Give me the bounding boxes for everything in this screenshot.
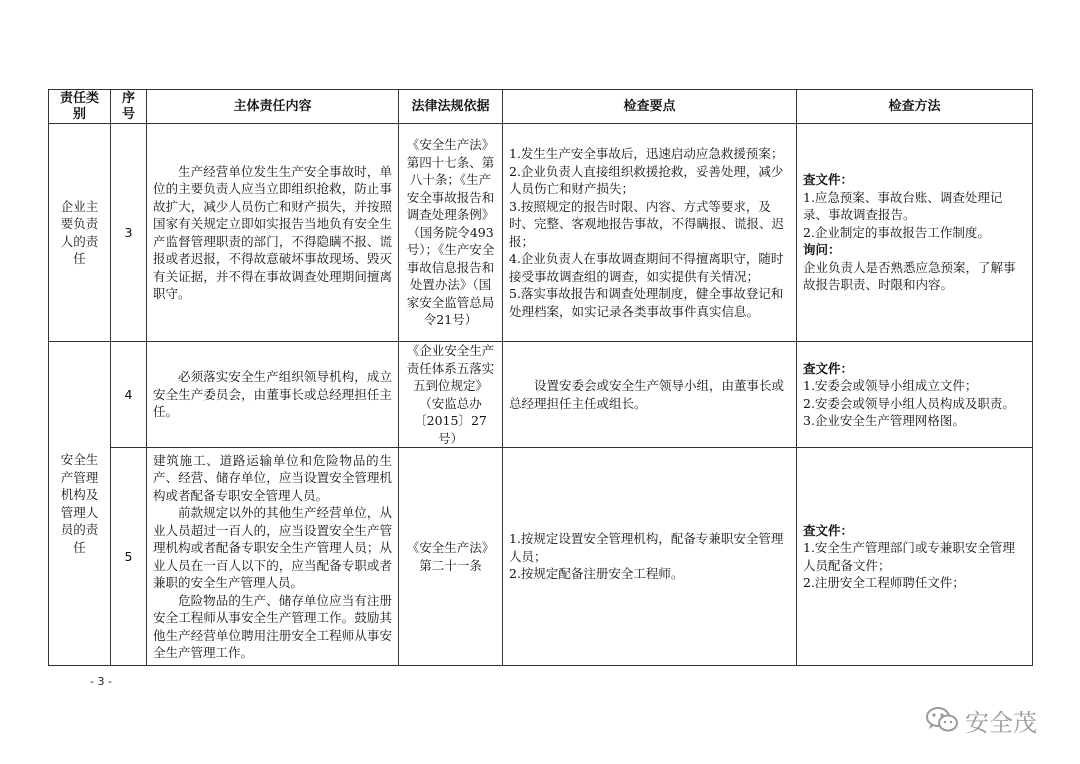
table-row: [49, 124, 1033, 342]
method-item: 1.应急预案、事故台账、调查处理记录、事故调查报告。: [803, 189, 1003, 223]
content-paragraph: 必须落实安全生产组织领导机构，成立安全生产委员会，由董事长或总经理担任主任。: [153, 369, 392, 420]
content-paragraph: 危险物品的生产、储存单位应当有注册安全工程师从事安全生产管理工作。鼓励其他生产经营单位聘用注册安全工程师从事安全生产管理工作。: [153, 592, 392, 660]
category-cell: 企业主要负责人的责任: [49, 124, 111, 342]
header-law: 法律法规依据: [399, 90, 503, 124]
responsibility-table: [48, 89, 1033, 666]
method-item: 1.安委会或领导小组成立文件；: [803, 378, 978, 393]
content-cell: [147, 448, 399, 666]
methods-cell: [797, 448, 1033, 666]
point-item: 2.企业负责人直接组织救援抢救，妥善处理，减少人员伤亡和财产损失；: [509, 163, 784, 196]
content-cell: [147, 342, 399, 448]
points-cell: [503, 124, 797, 342]
number-cell: 3: [111, 124, 147, 342]
wechat-icon: [925, 706, 959, 734]
method-item: 企业负责人是否熟悉应急预案，了解事故报告职责、时限和内容。: [803, 259, 1016, 293]
methods-cell: [797, 342, 1033, 448]
point-item: 设置安委会或安全生产领导小组，由董事长或总经理担任主任或组长。: [509, 378, 785, 411]
header-points: 检查要点: [503, 90, 797, 124]
point-item: 1.发生生产安全事故后，迅速启动应急救援预案；: [509, 146, 784, 161]
content-paragraph: 建筑施工、道路运输单位和危险物品的生产、经营、储存单位，应当设置安全管理机构或者配备专职安全管理人员。: [153, 452, 392, 503]
method-label: 查文件：: [803, 360, 854, 376]
content-cell: [147, 124, 399, 342]
method-item: 2.注册安全工程师聘任文件；: [803, 575, 965, 590]
points-cell: [503, 342, 797, 448]
number-cell: 4: [111, 342, 147, 448]
point-item: 4.企业负责人在事故调查期间不得擅离职守，随时接受事故调查组的调查，如实提供有关情况；: [509, 251, 784, 284]
point-item: 2.按规定配备注册安全工程师。: [509, 566, 684, 582]
page-number: - 3 -: [90, 675, 112, 688]
method-item: 2.企业制定的事故报告工作制度。: [803, 224, 990, 240]
point-item: 5.落实事故报告和调查处理制度，健全事故登记和处理档案，如实记录各类事故事件真实信息。: [509, 286, 784, 319]
table-row: [49, 448, 1033, 666]
table-row: [49, 342, 1033, 448]
header-methods: 检查方法: [797, 90, 1033, 124]
methods-cell: [797, 124, 1033, 342]
point-item: 3.按照规定的报告时限、内容、方式等要求，及时、完整、客观地报告事故，不得瞒报、谎报、迟报；: [509, 198, 785, 249]
content-paragraph: 前款规定以外的其他生产经营单位，从业人员超过一百人的，应当设置安全生产管理机构或者配备专职安全生产管理人员；从业人员在一百人以下的，应当配备专职或者兼职的安全生产管理人员。: [153, 505, 392, 590]
number-cell: 5: [111, 448, 147, 666]
header-no: 序号: [111, 90, 147, 124]
method-label: 询问：: [803, 242, 841, 258]
points-cell: [503, 448, 797, 666]
law-cell: 《安全生产法》第四十七条、第八十条；《生产安全事故报告和调查处理条例》（国务院令493号）；《生产安全事故信息报告和处置办法》（国家安全监管总局令21号）: [399, 124, 503, 342]
law-cell: 《安全生产法》第二十一条: [399, 448, 503, 666]
method-label: 查文件：: [803, 522, 854, 538]
header-category: 责任类别: [49, 90, 111, 124]
point-item: 1.按规定设置安全管理机构，配备专兼职安全管理人员；: [509, 531, 784, 564]
header-content: 主体责任内容: [147, 90, 399, 124]
method-item: 1.安全生产管理部门或专兼职安全管理人员配备文件；: [803, 540, 1015, 573]
watermark: [925, 700, 1037, 740]
header-row: [49, 90, 1033, 124]
law-cell: 《企业安全生产责任体系五落实五到位规定》（安监总办〔2015〕27号）: [399, 342, 503, 448]
watermark-text: 安全茂: [965, 708, 1037, 737]
method-item: 2.安委会或领导小组人员构成及职责。: [803, 395, 1015, 411]
method-label: 查文件：: [803, 172, 854, 188]
method-item: 3.企业安全生产管理网格图。: [803, 413, 965, 428]
category-cell: 安全生产管理机构及管理人员的责任: [49, 342, 111, 666]
content-paragraph: 生产经营单位发生生产安全事故时，单位的主要负责人应当立即组织抢救，防止事故扩大，减少人员伤亡和财产损失，并按照国家有关规定立即如实报告当地负有安全生产监督管理职责的部门，不得隐瞒不报、谎报或者迟报，不得故意破坏事故现场、毁灭有关证据，并不得在事故调查处理期间擅离职守。: [153, 163, 392, 301]
